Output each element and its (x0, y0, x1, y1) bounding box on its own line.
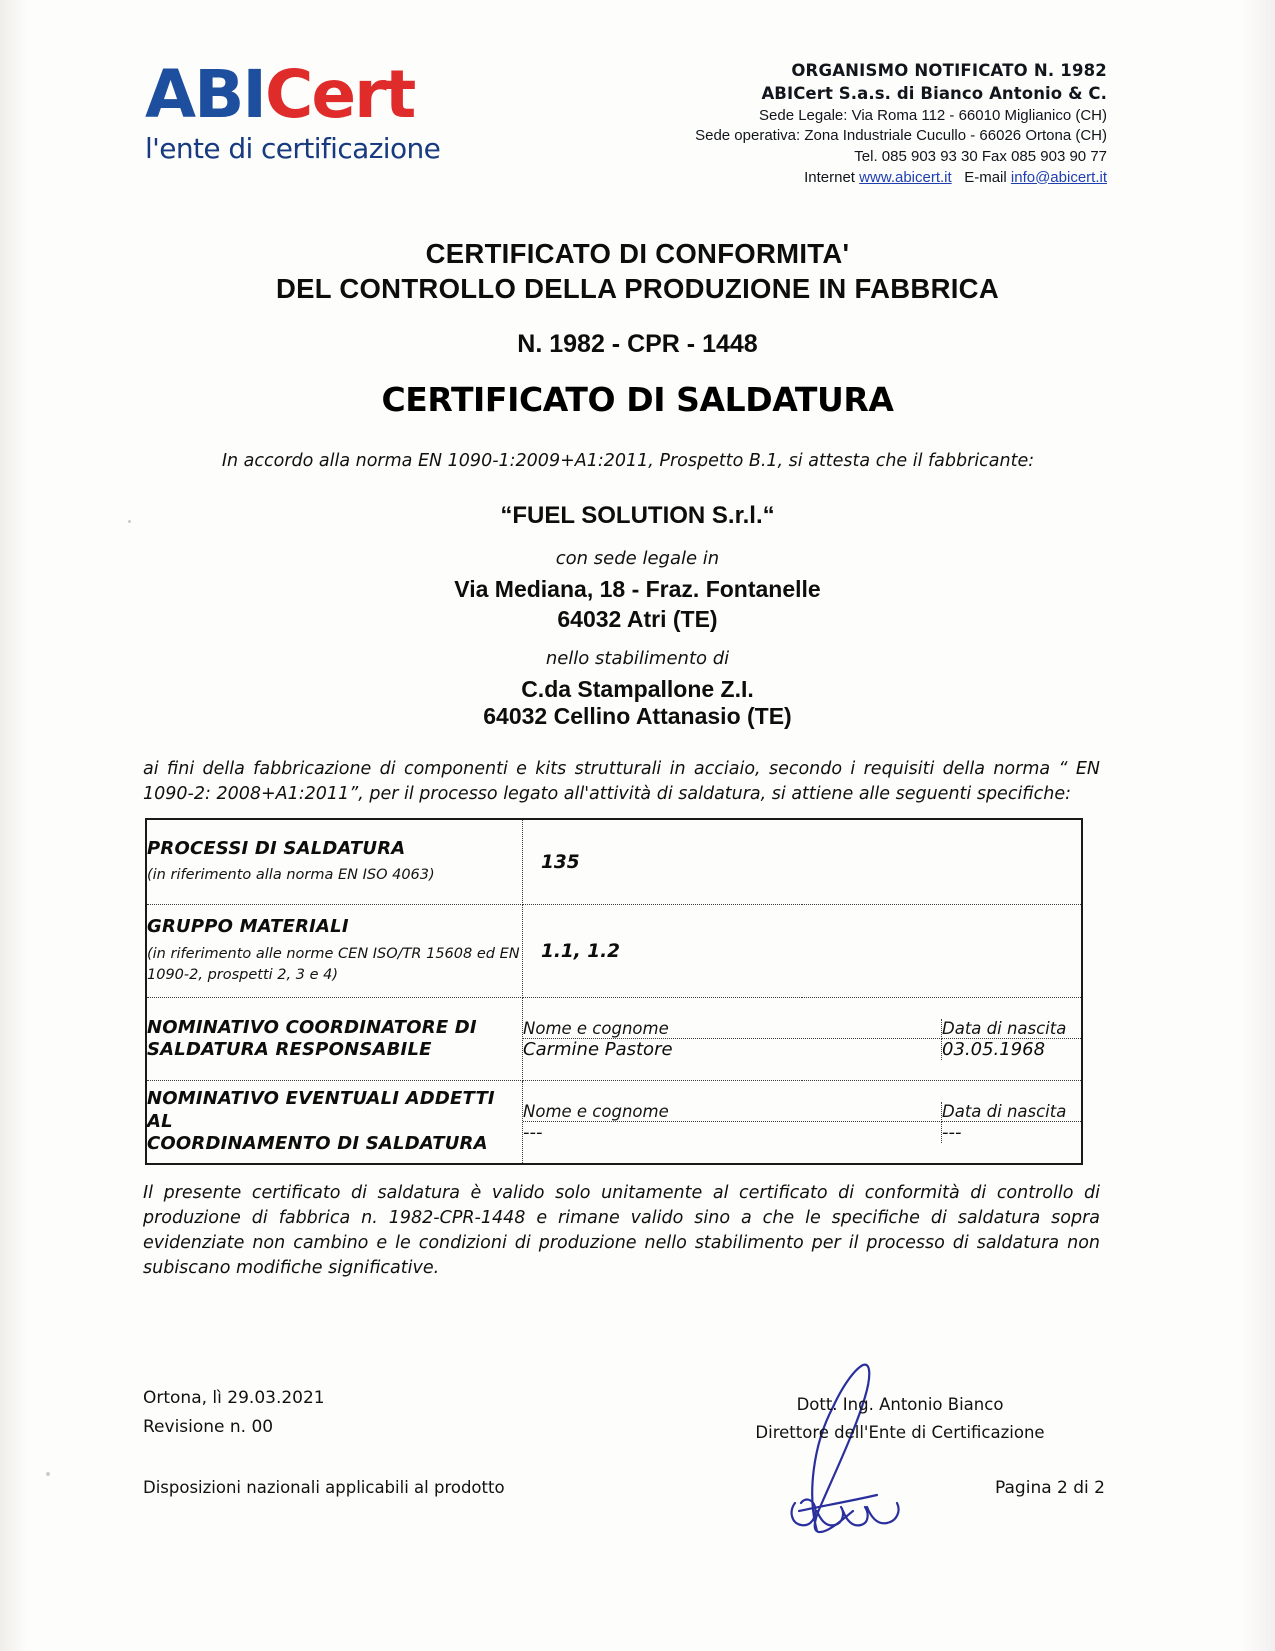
table-row (146, 905, 1082, 998)
logo-text-abi: ABI (145, 56, 265, 133)
signer-name: Dott. Ing. Antonio Bianco (796, 1395, 1004, 1414)
row3-name-header: Nome e cognome (523, 1019, 942, 1039)
row2-value: 1.1, 1.2 (541, 940, 621, 962)
table-row (146, 1081, 1082, 1165)
row4-label-line1: NOMINATIVO EVENTUALI ADDETTI AL (147, 1088, 495, 1132)
signer-role: Direttore dell'Ente di Certificazione (755, 1423, 1045, 1442)
row4-header-row (523, 1102, 1081, 1122)
issuer-operative-office: Sede operativa: Zona Industriale Cucullo - 66026 Ortona (CH) (695, 127, 1107, 145)
issuer-web-email (695, 168, 1107, 189)
plant-label: nello stabilimento di (545, 648, 730, 669)
row4-date-value: --- (942, 1121, 962, 1143)
row4-value-row (523, 1121, 1081, 1143)
logo-wordmark (145, 56, 615, 133)
page-header (0, 0, 1275, 205)
row1-label-cell (146, 819, 523, 905)
row3-date-value: 03.05.1968 (942, 1038, 1046, 1060)
certificate-subject-title: CERTIFICATO DI SALDATURA (381, 380, 894, 419)
row1-label: PROCESSI DI SALDATURA (147, 837, 406, 859)
logo-text-cert: Cert (264, 56, 415, 133)
notified-body-number: ORGANISMO NOTIFICATO N. 1982 (791, 61, 1107, 80)
row2-value-cell (523, 905, 1083, 998)
registered-office-label: con sede legale in (555, 548, 720, 569)
scan-speckle (128, 520, 131, 523)
revision-number: Revisione n. 00 (143, 1417, 274, 1437)
national-provisions-note: Disposizioni nazionali applicabili al prodotto (143, 1478, 505, 1497)
row3-date-header: Data di nascita (942, 1019, 1082, 1039)
row4-name-header: Nome e cognome (523, 1102, 942, 1122)
row3-name-value: Carmine Pastore (523, 1038, 942, 1060)
row4-date-header: Data di nascita (942, 1102, 1082, 1122)
logo-tagline: l'ente di certificazione (145, 132, 441, 165)
scan-speckle (1244, 640, 1247, 643)
row1-value-cell (523, 819, 1083, 905)
intro-statement: In accordo alla norma EN 1090-1:2009+A1:2011, Prospetto B.1, si attesta che il fabbricante: (221, 451, 1035, 471)
page-number: Pagina 2 di 2 (995, 1478, 1105, 1498)
email-label: E-mail (964, 168, 1007, 186)
row3-values-cell (523, 998, 1083, 1081)
validity-paragraph: Il presente certificato di saldatura è valido solo unitamente al certificato di conformità di controllo di produzione di fabbrica n. 1982-CPR-1448 e rimane valido sino a che le specifiche di saldatura sopra evidenziate non cambino e le condizioni di produzione nello stabilimento per il processo di saldatura non subiscano modifiche significative. (143, 1183, 1100, 1278)
row4-nested-table (523, 1102, 1081, 1143)
row2-sublabel: (in riferimento alle norme CEN ISO/TR 15608 ed EN 1090-2, prospetti 2, 3 e 4) (147, 945, 520, 983)
row3-value-row (523, 1038, 1081, 1060)
row3-header-row (523, 1019, 1081, 1039)
issue-place-date: Ortona, lì 29.03.2021 (143, 1388, 325, 1408)
abicert-logo (145, 56, 615, 165)
table-row (146, 998, 1082, 1081)
issuer-registered-office: Sede Legale: Via Roma 112 - 66010 Miglianico (CH) (759, 106, 1107, 124)
welding-specifications-table (145, 818, 1083, 1165)
certificate-number: N. 1982 - CPR - 1448 (517, 330, 758, 358)
row2-label: GRUPPO MATERIALI (147, 916, 349, 938)
plant-street: C.da Stampallone Z.I. (521, 676, 754, 702)
manufacturer-name: “FUEL SOLUTION S.r.l.“ (500, 502, 775, 529)
scope-paragraph: ai fini della fabbricazione di componenti e kits strutturali in acciaio, secondo i requisiti della norma “ EN 1090-2: 2008+A1:2011”, per il processo legato all'attività di saldatura, si attiene alle seguenti specifiche: (143, 759, 1100, 804)
row3-label-cell (146, 998, 523, 1081)
row4-values-cell (523, 1081, 1083, 1165)
row1-sublabel: (in riferimento alla norma EN ISO 4063) (147, 867, 435, 884)
row4-label-cell (146, 1081, 523, 1165)
plant-city: 64032 Cellino Attanasio (TE) (483, 703, 792, 729)
email-link[interactable]: info@abicert.it (1010, 168, 1107, 186)
registered-office-street: Via Mediana, 18 - Fraz. Fontanelle (454, 576, 821, 602)
row4-label-line2: COORDINAMENTO DI SALDATURA (147, 1133, 488, 1155)
website-link[interactable]: www.abicert.it (859, 168, 952, 186)
row1-value: 135 (541, 851, 580, 873)
table-row (146, 819, 1082, 905)
certificate-title-line1: CERTIFICATO DI CONFORMITA' (425, 238, 850, 269)
signature-block (700, 1395, 1100, 1442)
row4-name-value: --- (523, 1121, 942, 1143)
row2-label-cell (146, 905, 523, 998)
row3-label-line1: NOMINATIVO COORDINATORE DI (147, 1016, 477, 1038)
internet-label: Internet (804, 168, 855, 186)
row3-label-line2: SALDATURA RESPONSABILE (147, 1039, 432, 1060)
certificate-title-line2: DEL CONTROLLO DELLA PRODUZIONE IN FABBRICA (275, 273, 999, 304)
issuer-contact-block (695, 60, 1107, 188)
issuer-phone-fax: Tel. 085 903 93 30 Fax 085 903 90 77 (854, 147, 1107, 165)
scan-speckle (46, 1472, 50, 1476)
registered-office-city: 64032 Atri (TE) (557, 606, 718, 632)
issuer-legal-name: ABICert S.a.s. di Bianco Antonio & C. (761, 83, 1107, 103)
row3-nested-table (523, 1019, 1081, 1060)
